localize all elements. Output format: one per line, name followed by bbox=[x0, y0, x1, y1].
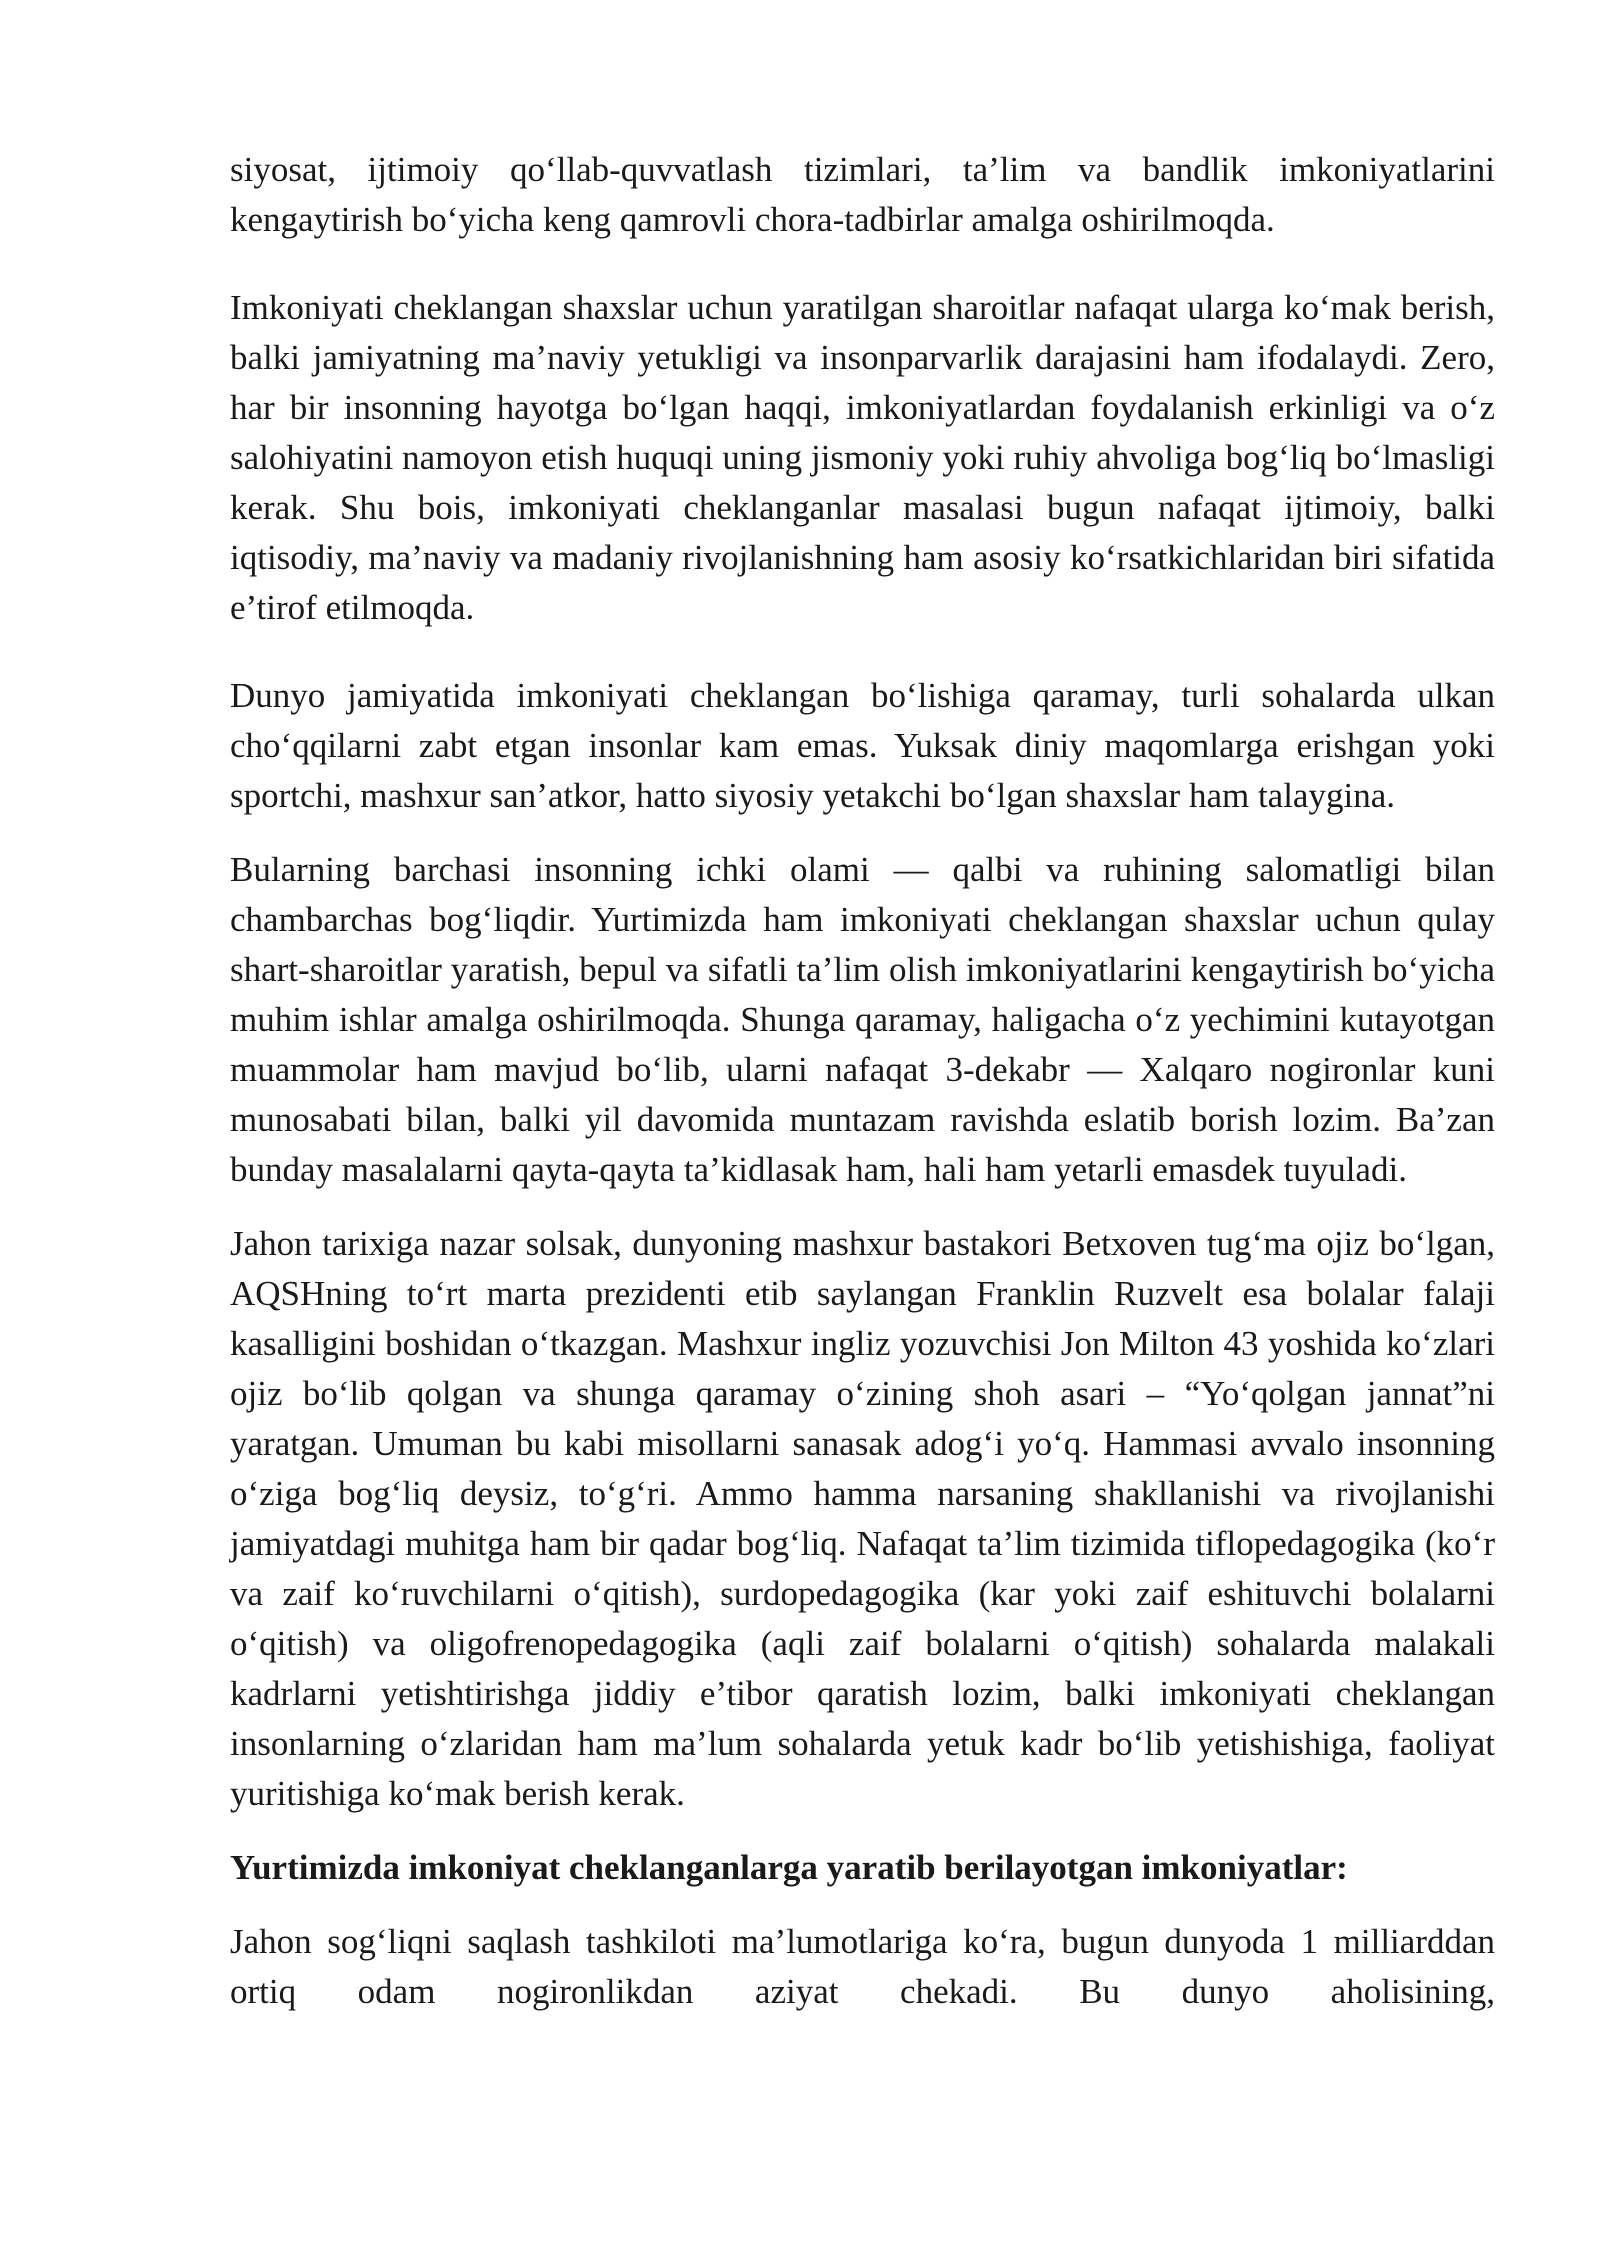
paragraph-2: Imkoniyati cheklangan shaxslar uchun yaratilgan sharoitlar nafaqat ularga ko‘mak berish, balki jamiyatning ma’naviy yetukligi va insonparvarlik darajasini ham ifodalaydi. Zero, har bir insonning hayotga bo‘lgan haqqi, imkoniyatlardan foydalanish erkinligi va o‘z salohiyatini namoyon etish huquqi uning jismoniy yoki ruhiy ahvoliga bog‘liq bo‘lmasligi kerak. Shu bois, imkoniyati cheklanganlar masalasi bugun nafaqat ijtimoiy, balki iqtisodiy, ma’naviy va madaniy rivojlanishning ham asosiy ko‘rsatkichlaridan biri sifatida e’tirof etilmoqda. bbox=[230, 288, 1495, 627]
paragraph-5: Jahon tarixiga nazar solsak, dunyoning mashxur bastakori Betxoven tug‘ma ojiz bo‘lgan, AQSHning to‘rt marta prezidenti etib saylangan Franklin Ruzvelt esa bolalar falaji kasalligini boshidan o‘tkazgan. Mashxur ingliz yozuvchisi Jon Milton 43 yoshida ko‘zlari ojiz bo‘lib qolgan va shunga qaramay o‘zining shoh asari – “Yo‘qolgan jannat”ni yaratgan. Umuman bu kabi misollarni sanasak adog‘i yo‘q. Hammasi avvalo insonning o‘ziga bog‘liq deysiz, to‘g‘ri. Ammo hamma narsaning shakllanishi va rivojlanishi jamiyatdagi muhitga ham bir qadar bog‘liq. Nafaqat ta’lim tizimida tiflopedagogika (ko‘r va zaif ko‘ruvchilarni o‘qitish), surdopedagogika (kar yoki zaif eshituvchi bolalarni o‘qitish) va oligofrenopedagogika (aqli zaif bolalarni o‘qitish) sohalarda malakali kadrlarni yetishtirishga jiddiy e’tibor qaratish lozim, balki imkoniyati cheklangan insonlarning o‘zlaridan ham ma’lum sohalarda yetuk kadr bo‘lib yetishishiga, faoliyat yuritishiga ko‘mak berish kerak. bbox=[230, 1224, 1495, 1813]
paragraph-4: Bularning barchasi insonning ichki olami — qalbi va ruhining salomatligi bilan chambarchas bog‘liqdir. Yurtimizda ham imkoniyati cheklangan shaxslar uchun qulay shart-sharoitlar yaratish, bepul va sifatli ta’lim olish imkoniyatlarini kengaytirish bo‘yicha muhim ishlar amalga oshirilmoqda. Shunga qaramay, haligacha o‘z yechimini kutayotgan muammolar ham mavjud bo‘lib, ularni nafaqat 3-dekabr — Xalqaro nogironlar kuni munosabati bilan, balki yil davomida muntazam ravishda eslatib borish lozim. Ba’zan bunday masalalarni qayta-qayta ta’kidlasak ham, hali ham yetarli emasdek tuyuladi. bbox=[230, 850, 1495, 1189]
document-page bbox=[230, 145, 1495, 2017]
paragraph-3: Dunyo jamiyatida imkoniyati cheklangan bo‘lishiga qaramay, turli sohalarda ulkan cho‘qqilarni zabt etgan insonlar kam emas. Yuksak diniy maqomlarga erishgan yoki sportchi, mashxur san’atkor, hatto siyosiy yetakchi bo‘lgan shaxslar ham talaygina. bbox=[230, 676, 1495, 815]
paragraph-1: siyosat, ijtimoiy qo‘llab-quvvatlash tizimlari, ta’lim va bandlik imkoniyatlarini kengaytirish bo‘yicha keng qamrovli chora-tadbirlar amalga oshirilmoqda. bbox=[230, 150, 1495, 239]
paragraph-6: Jahon sog‘liqni saqlash tashkiloti ma’lumotlariga ko‘ra, bugun dunyoda 1 milliarddan ortiq odam nogironlikdan aziyat chekadi. Bu dunyo aholisining, bbox=[230, 1922, 1495, 2011]
section-heading: Yurtimizda imkoniyat cheklanganlarga yaratib berilayotgan imkoniyatlar: bbox=[230, 1848, 1348, 1887]
